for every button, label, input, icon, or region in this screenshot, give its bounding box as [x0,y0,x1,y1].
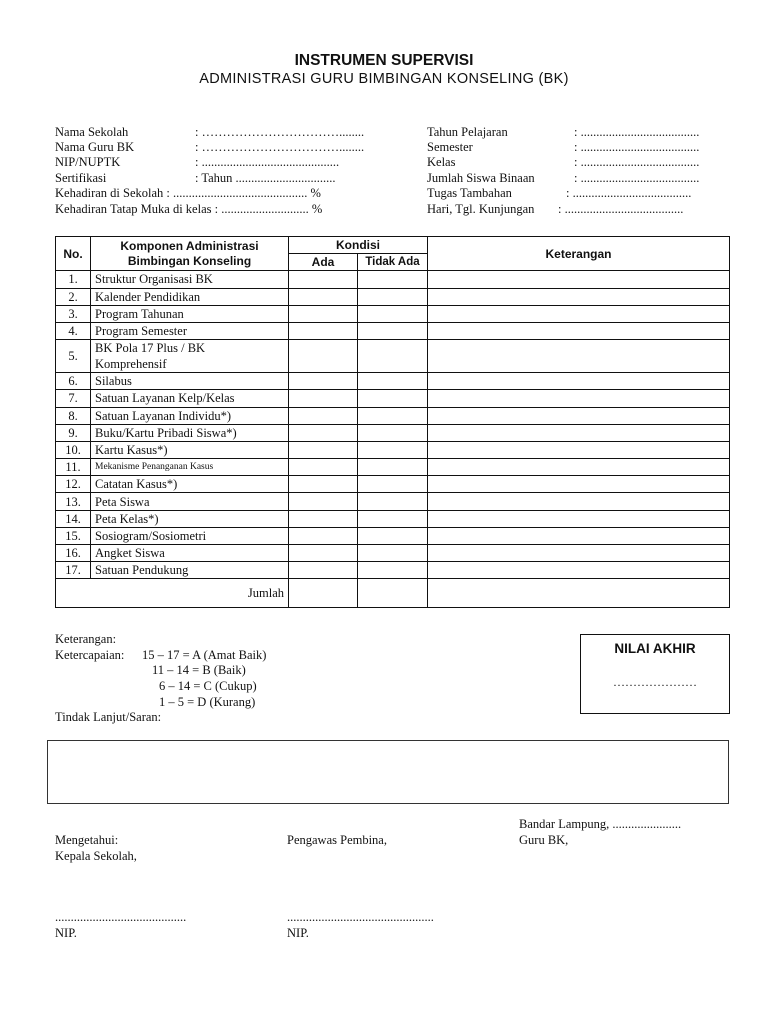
row-number: 9. [56,424,91,441]
table-row [56,305,730,322]
cell-keterangan[interactable] [428,493,730,510]
table-row [56,493,730,510]
jumlah-tidak-ada[interactable] [358,579,428,608]
info-label: Jumlah Siswa Binaan [427,171,535,185]
row-number: 8. [56,407,91,424]
place-date: Bandar Lampung, ...................... [519,817,682,831]
table-row [56,527,730,544]
row-component: Sosiogram/Sosiometri [91,527,289,544]
cell-keterangan[interactable] [428,373,730,390]
row-component: Buku/Kartu Pribadi Siswa*) [91,424,289,441]
cell-tidak-ada[interactable] [358,493,428,510]
row-number: 14. [56,510,91,527]
cell-tidak-ada[interactable] [358,373,428,390]
table-row [56,545,730,562]
row-number: 11. [56,459,91,476]
cell-tidak-ada[interactable] [358,424,428,441]
nilai-akhir-title: NILAI AKHIR [614,641,696,656]
cell-keterangan[interactable] [428,407,730,424]
info-label: Kelas [427,155,456,169]
scale-c: 6 – 14 = C (Cukup) [159,679,257,693]
cell-ada[interactable] [289,373,358,390]
table-row [56,288,730,305]
row-number: 1. [56,271,91,288]
row-component: Satuan Layanan Kelp/Kelas [91,390,289,407]
row-number: 13. [56,493,91,510]
table-row [56,562,730,579]
table-row [56,390,730,407]
info-kehadiran-tatap-muka: Kehadiran Tatap Muka di kelas : ............................ % [55,202,323,216]
row-component: Struktur Organisasi BK [91,271,289,288]
header-komponen [91,237,289,271]
jumlah-row [56,579,730,608]
info-value: : ...................................... [574,171,700,185]
row-component [91,340,289,373]
cell-tidak-ada[interactable] [358,527,428,544]
signature-line-left: .......................................... [55,910,187,924]
table-row [56,441,730,458]
scale-b: 11 – 14 = B (Baik) [152,663,246,677]
row-component: Satuan Layanan Individu*) [91,407,289,424]
cell-tidak-ada[interactable] [358,545,428,562]
row-number: 15. [56,527,91,544]
cell-tidak-ada[interactable] [358,340,428,373]
row-number: 17. [56,562,91,579]
cell-ada[interactable] [289,390,358,407]
cell-keterangan[interactable] [428,340,730,373]
table-row [56,373,730,390]
table-row [56,271,730,288]
row-number: 12. [56,476,91,493]
info-label: Nama Guru BK [55,140,135,154]
jumlah-ada[interactable] [289,579,358,608]
info-label: NIP/NUPTK [55,155,121,169]
info-value: : ...................................... [574,155,700,169]
cell-tidak-ada[interactable] [358,271,428,288]
supervision-table [55,236,730,608]
jumlah-label: Jumlah [56,579,289,608]
pengawas-label: Pengawas Pembina, [287,833,387,847]
jumlah-keterangan[interactable] [428,579,730,608]
cell-ada[interactable] [289,441,358,458]
header-ada: Ada [289,254,358,271]
header-komponen-line1: Komponen Administrasi [120,238,259,253]
document-subtitle: ADMINISTRASI GURU BIMBINGAN KONSELING (BK) [199,71,569,87]
header-kondisi: Kondisi [289,237,428,254]
info-label: Hari, Tgl. Kunjungan [427,202,535,216]
kepala-sekolah-label: Kepala Sekolah, [55,849,137,863]
row-component: Mekanisme Penanganan Kasus [91,459,289,476]
cell-tidak-ada[interactable] [358,305,428,322]
cell-keterangan[interactable] [428,271,730,288]
cell-tidak-ada[interactable] [358,288,428,305]
table-row [56,340,730,373]
row-number: 10. [56,441,91,458]
cell-tidak-ada[interactable] [358,476,428,493]
info-label: Nama Sekolah [55,125,129,139]
cell-keterangan[interactable] [428,390,730,407]
row-component: Program Tahunan [91,305,289,322]
cell-ada[interactable] [289,493,358,510]
row-component: Catatan Kasus*) [91,476,289,493]
document-title: INSTRUMEN SUPERVISI [294,52,474,69]
tindak-lanjut-label: Tindak Lanjut/Saran: [55,710,162,724]
scale-a: 15 – 17 = A (Amat Baik) [142,648,267,662]
saran-box[interactable] [47,740,729,804]
cell-tidak-ada[interactable] [358,390,428,407]
cell-ada[interactable] [289,322,358,339]
cell-keterangan[interactable] [428,459,730,476]
row-component: Kartu Kasus*) [91,441,289,458]
info-value: : ...................................... [558,202,684,216]
cell-keterangan[interactable] [428,305,730,322]
mengetahui-label: Mengetahui: [55,833,119,847]
cell-tidak-ada[interactable] [358,322,428,339]
info-nama-sekolah [55,125,128,140]
nilai-akhir-value[interactable]: ………………… [613,675,697,689]
header-no: No. [56,237,91,271]
info-value: : ...................................... [566,186,692,200]
info-value: : ...................................... [574,125,700,139]
header-tidak-ada: Tidak Ada [358,254,428,271]
info-value: : Tahun ................................ [195,171,336,185]
cell-ada[interactable] [289,407,358,424]
cell-tidak-ada[interactable] [358,459,428,476]
cell-tidak-ada[interactable] [358,407,428,424]
row-component: Peta Siswa [91,493,289,510]
cell-ada[interactable] [289,562,358,579]
info-label: Sertifikasi [55,171,107,185]
cell-keterangan[interactable] [428,424,730,441]
info-label: Tugas Tambahan [427,186,512,200]
table-row [56,322,730,339]
row-number: 6. [56,373,91,390]
cell-ada[interactable] [289,545,358,562]
table-row [56,476,730,493]
info-label: Semester [427,140,473,154]
info-value: : ……………………………........ [195,125,365,139]
row-component-line1: BK Pola 17 Plus / BK [95,341,206,356]
table-row [56,459,730,476]
cell-ada[interactable] [289,459,358,476]
table-row [56,510,730,527]
nip-mid: NIP. [287,926,309,940]
row-component-line2: Komprehensif [95,357,167,372]
cell-tidak-ada[interactable] [358,562,428,579]
guru-bk-label: Guru BK, [519,833,569,847]
row-number: 16. [56,545,91,562]
row-component: Silabus [91,373,289,390]
info-value: : ...................................... [574,140,700,154]
cell-keterangan[interactable] [428,527,730,544]
info-kehadiran-sekolah: Kehadiran di Sekolah : ........................................... % [55,186,321,200]
cell-ada[interactable] [289,424,358,441]
scale-d: 1 – 5 = D (Kurang) [159,695,256,709]
ketercapaian-label: Ketercapaian: [55,648,125,662]
cell-tidak-ada[interactable] [358,510,428,527]
info-value: : ............................................ [195,155,340,169]
row-component: Kalender Pendidikan [91,288,289,305]
cell-tidak-ada[interactable] [358,441,428,458]
cell-ada[interactable] [289,288,358,305]
cell-ada[interactable] [289,340,358,373]
cell-keterangan[interactable] [428,545,730,562]
header-komponen-line2: Bimbingan Konseling [127,253,252,268]
info-value: : ……………………………........ [195,140,365,154]
cell-ada[interactable] [289,527,358,544]
row-number: 4. [56,322,91,339]
cell-ada[interactable] [289,476,358,493]
cell-keterangan[interactable] [428,288,730,305]
row-component: Peta Kelas*) [91,510,289,527]
nip-left: NIP. [55,926,77,940]
row-number: 5. [56,340,91,373]
cell-keterangan[interactable] [428,322,730,339]
header-keterangan: Keterangan [428,237,730,271]
row-number: 3. [56,305,91,322]
nilai-akhir-box [580,634,730,714]
table-row [56,407,730,424]
row-component: Angket Siswa [91,545,289,562]
info-label: Tahun Pelajaran [427,125,508,139]
row-number: 7. [56,390,91,407]
row-component: Program Semester [91,322,289,339]
cell-keterangan[interactable] [428,476,730,493]
cell-keterangan[interactable] [428,562,730,579]
cell-ada[interactable] [289,305,358,322]
signature-line-mid: ............................................... [287,910,434,924]
cell-ada[interactable] [289,510,358,527]
row-number: 2. [56,288,91,305]
row-component: Satuan Pendukung [91,562,289,579]
cell-ada[interactable] [289,271,358,288]
table-row [56,424,730,441]
cell-keterangan[interactable] [428,441,730,458]
keterangan-label: Keterangan: [55,632,117,646]
cell-keterangan[interactable] [428,510,730,527]
